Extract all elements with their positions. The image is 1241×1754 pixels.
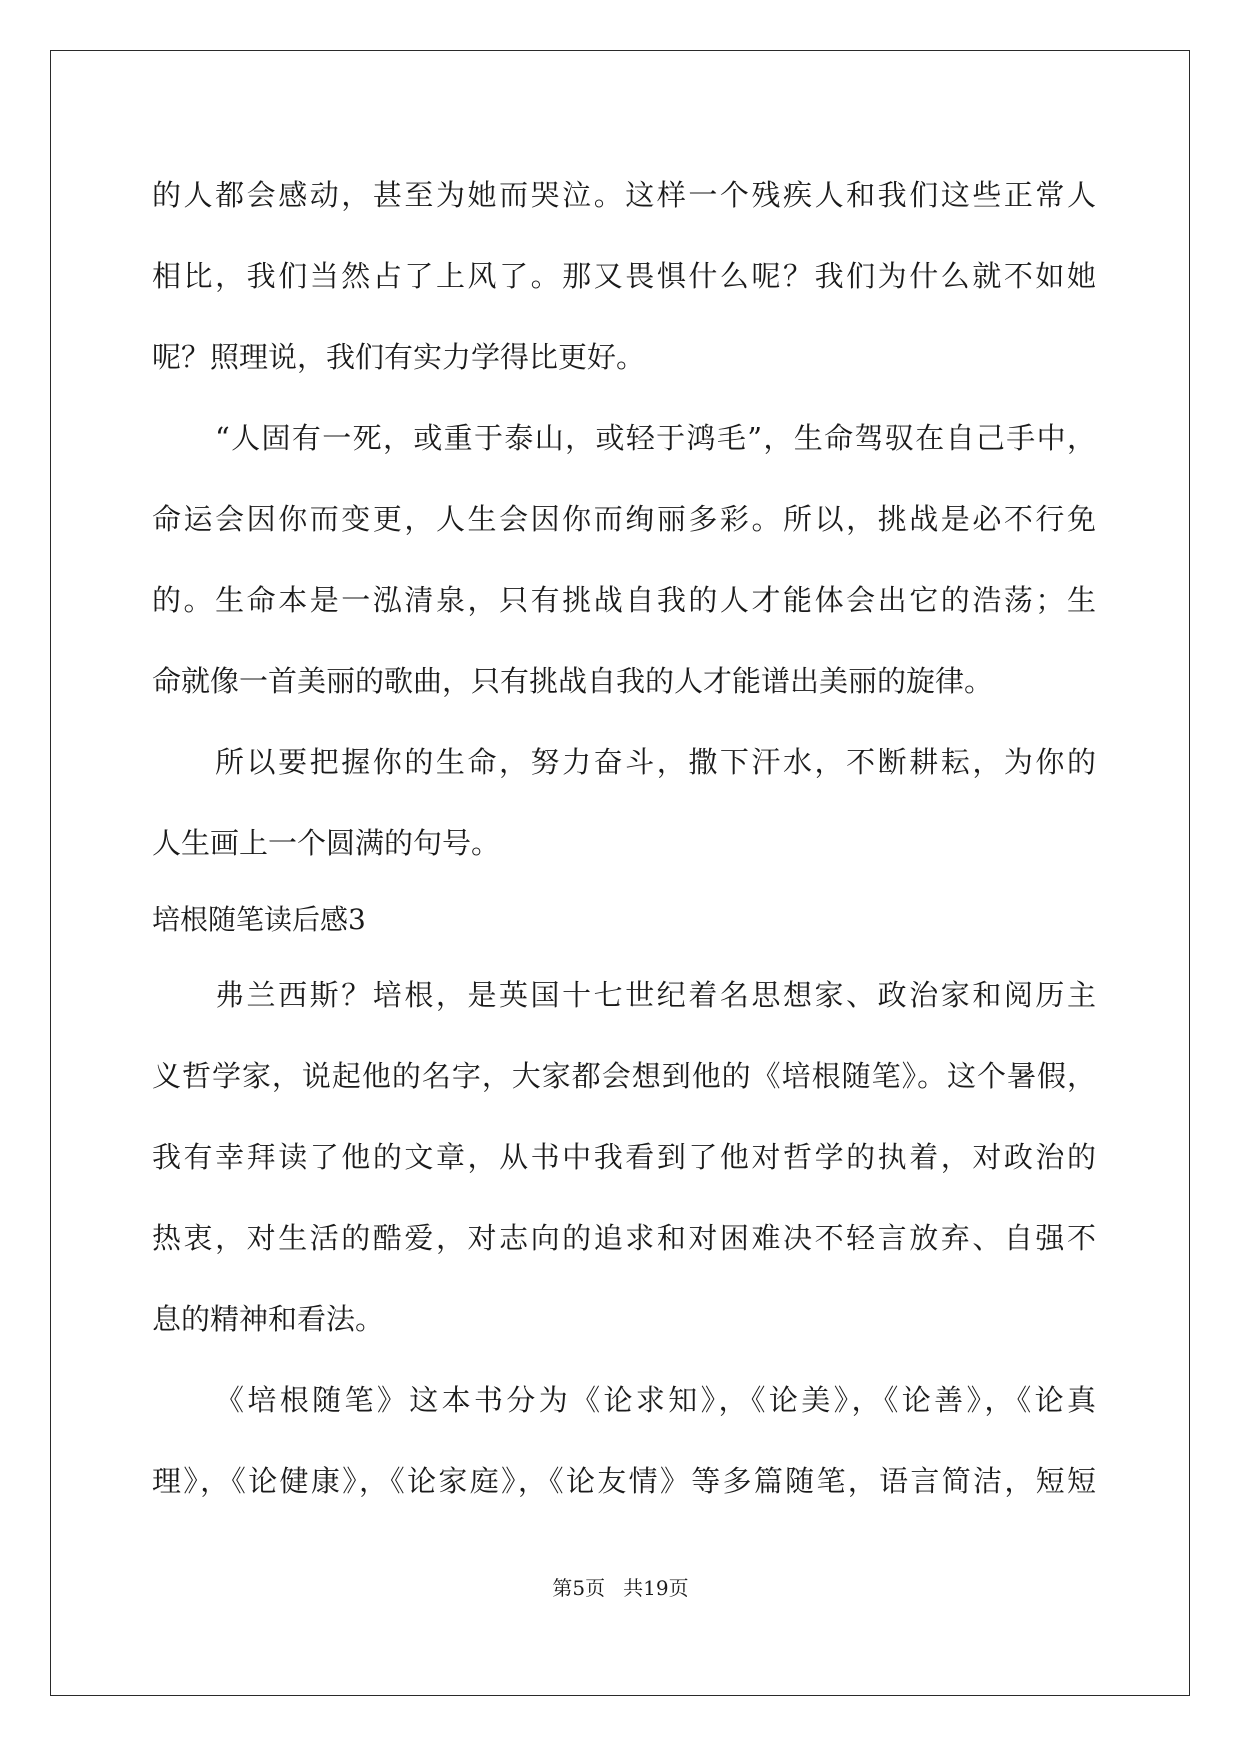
paragraph-line: 所以要把握你的生命，努力奋斗，撒下汗水，不断耕耘，为你的 [215,745,1096,779]
paragraph-line: 命就像一首美丽的歌曲，只有挑战自我的人才能谱出美丽的旋律。 [152,664,994,698]
paragraph-line: 命运会因你而变更，人生会因你而绚丽多彩。所以，挑战是必不行免 [152,502,1096,536]
paragraph-line: 弗兰西斯？培根，是英国十七世纪着名思想家、政治家和阅历主 [215,978,1096,1012]
total-page-count: 共19页 [623,1576,689,1600]
paragraph-line: 相比，我们当然占了上风了。那又畏惧什么呢？我们为什么就不如她 [152,259,1096,293]
document-body [152,155,1096,1522]
paragraph-line: 息的精神和看法。 [152,1302,385,1336]
paragraph-line: 呢？照理说，我们有实力学得比更好。 [152,340,646,374]
paragraph-line: 理》，《论健康》，《论家庭》，《论友情》等多篇随笔，语言简洁，短短 [152,1464,1096,1498]
page-footer [0,1572,1241,1601]
paragraph-line: 的人都会感动，甚至为她而哭泣。这样一个残疾人和我们这些正常人 [152,178,1096,212]
paragraph-line: 的。生命本是一泓清泉，只有挑战自我的人才能体会出它的浩荡；生 [152,583,1096,617]
paragraph-line: 人生画上一个圆满的句号。 [152,826,501,860]
paragraph-line: 热衷，对生活的酷爱，对志向的追求和对困难决不轻言放弃、自强不 [152,1221,1096,1255]
paragraph-line: 我有幸拜读了他的文章，从书中我看到了他对哲学的执着，对政治的 [152,1140,1096,1174]
current-page-number: 第5页 [552,1576,606,1600]
paragraph-line: 义哲学家，说起他的名字，大家都会想到他的《培根随笔》。这个暑假， [152,1059,1096,1093]
paragraph-line: “人固有一死，或重于泰山，或轻于鸿毛”，生命驾驭在自己手中， [215,421,1096,455]
paragraph-line: 《培根随笔》这本书分为《论求知》，《论美》，《论善》，《论真 [215,1383,1096,1417]
section-heading: 培根随笔读后感3 [152,903,366,936]
